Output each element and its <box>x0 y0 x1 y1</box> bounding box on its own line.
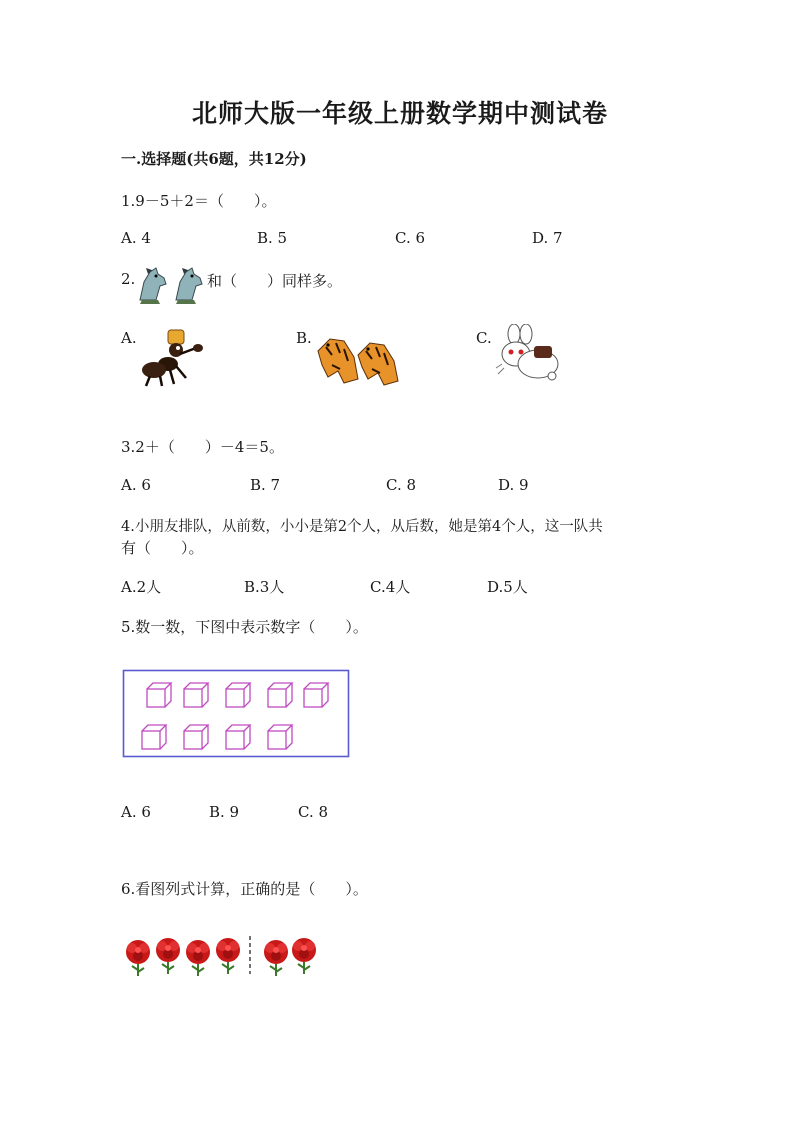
q3-option-d[interactable]: D. 9 <box>498 476 529 494</box>
q3-option-c[interactable]: C. 8 <box>386 476 417 494</box>
q3-option-a[interactable]: A. 6 <box>121 476 151 494</box>
question-4-line-1: 4.小朋友排队，从前数，小小是第2个人，从后数，她是第4个人，这一队共 <box>121 519 603 535</box>
q4-option-b[interactable]: B.3人 <box>244 578 285 596</box>
cube-icon <box>268 725 292 749</box>
q2-option-c[interactable]: C. <box>476 329 492 347</box>
cube-icon <box>184 683 208 707</box>
question-6: 6.看图列式计算，正确的是（ ）。 <box>121 880 368 898</box>
flowers-figure <box>124 934 328 976</box>
cube-icon <box>268 683 292 707</box>
q2-option-b[interactable]: B. <box>296 329 312 347</box>
question-3: 3.2＋（ ）－4＝5。 <box>121 438 284 456</box>
q1-option-a[interactable]: A. 4 <box>121 229 151 247</box>
flower-icon <box>156 938 180 974</box>
q1-option-b[interactable]: B. 5 <box>257 229 288 247</box>
q4-option-a[interactable]: A.2人 <box>121 578 162 596</box>
rabbit-icon <box>494 324 564 386</box>
flower-icon <box>186 940 210 976</box>
question-4-line-2: 有（ ）。 <box>121 539 204 557</box>
cube-icon <box>226 683 250 707</box>
cube-icon <box>184 725 208 749</box>
cube-icon <box>142 725 166 749</box>
q5-option-c[interactable]: C. 8 <box>298 803 329 821</box>
question-5: 5.数一数，下图中表示数字（ ）。 <box>121 618 368 636</box>
flower-icon <box>126 940 150 976</box>
ant-icon <box>140 326 208 390</box>
q1-option-c[interactable]: C. 6 <box>395 229 426 247</box>
page-title: 北师大版一年级上册数学期中测试卷 <box>191 99 608 128</box>
section-heading: 一.选择题(共6题，共12分) <box>121 150 307 168</box>
question-2: 和（ ）同样多。 <box>207 272 343 290</box>
flower-icon <box>216 938 240 974</box>
q2-option-a[interactable]: A. <box>121 329 137 347</box>
cube-icon <box>147 683 171 707</box>
q4-option-d[interactable]: D.5人 <box>487 578 528 596</box>
question-1: 1.9－5＋2＝（ ）。 <box>121 192 277 210</box>
q3-option-b[interactable]: B. 7 <box>250 476 281 494</box>
cube-icon <box>226 725 250 749</box>
horse-icon <box>134 264 206 306</box>
flower-icon <box>292 938 316 974</box>
cubes-figure <box>122 669 350 759</box>
cube-icon <box>304 683 328 707</box>
q5-option-a[interactable]: A. 6 <box>121 803 151 821</box>
q4-option-c[interactable]: C.4人 <box>370 578 411 596</box>
q1-option-d[interactable]: D. 7 <box>532 229 563 247</box>
q5-option-b[interactable]: B. 9 <box>209 803 240 821</box>
flower-icon <box>264 940 288 976</box>
question-2-number: 2. <box>121 270 136 288</box>
tiger-icon <box>314 331 404 387</box>
